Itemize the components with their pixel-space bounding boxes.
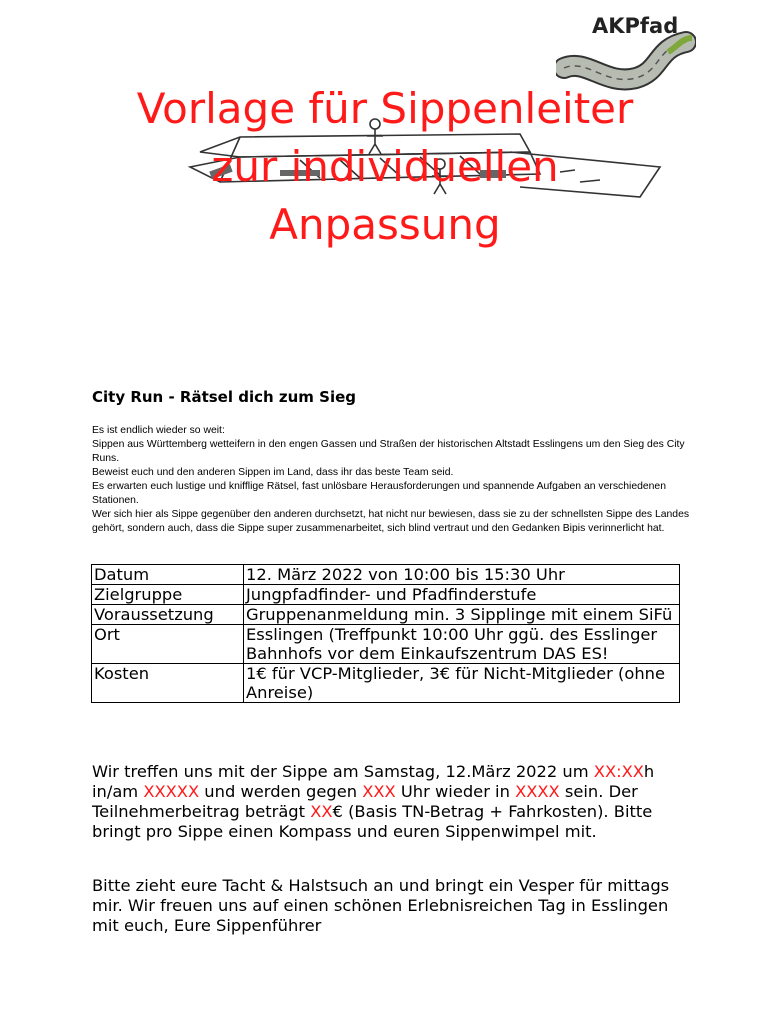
table-row: [92, 585, 680, 605]
title-line-2: zur individuellen: [211, 142, 559, 191]
table-value: Gruppenanmeldung min. 3 Sipplinge mit einem SiFü: [244, 605, 680, 625]
intro-text: [92, 424, 692, 536]
placeholder-time: XX:XX: [593, 762, 644, 781]
closing-paragraph: Bitte zieht eure Tacht & Halstsuch an und bringt ein Vesper für mittags mir. Wir freuen uns auf einen schönen Erlebnisreichen Tag in Esslingen mit euch, Eure Sippenführer: [92, 876, 670, 935]
title-line-3: Anpassung: [269, 200, 501, 249]
table-key: Kosten: [92, 664, 244, 703]
table-value: Jungpfadfinder- und Pfadfinderstufe: [244, 585, 680, 605]
title-line-1: Vorlage für Sippenleiter: [136, 84, 634, 133]
table-row: [92, 664, 680, 703]
table-key: Ort: [92, 625, 244, 664]
placeholder-return-time: XXX: [362, 782, 396, 801]
table-key: Datum: [92, 565, 244, 585]
table-row: [92, 625, 680, 664]
intro-line: Es erwarten euch lustige und knifflige Rätsel, fast unlösbare Herausforderungen und spannende Aufgaben an verschiedenen Stationen.: [92, 481, 666, 506]
section-heading: City Run - Rätsel dich zum Sieg: [92, 388, 356, 406]
page-title: [0, 80, 770, 254]
text-run: Uhr wieder in: [395, 782, 516, 801]
text-run: sein. Der Teilnehmerbeitrag beträgt: [92, 782, 638, 821]
table-row: [92, 605, 680, 625]
table-value: 1€ für VCP-Mitglieder, 3€ für Nicht-Mitglieder (ohne Anreise): [244, 664, 680, 703]
intro-line: Beweist euch und den anderen Sippen im Land, dass ihr das beste Team seid.: [92, 467, 454, 478]
text-run: h in/am: [92, 762, 655, 801]
intro-line: Sippen aus Württemberg wetteifern in den engen Gassen und Straßen der historischen Altstadt Esslingens um den Sieg des City Runs.: [92, 439, 685, 464]
text-run: Wir treffen uns mit der Sippe am Samstag, 12.März 2022 um: [92, 762, 594, 781]
table-value: Esslingen (Treffpunkt 10:00 Uhr ggü. des Esslinger Bahnhofs vor dem Einkaufszentrum DAS ES!: [244, 625, 680, 664]
table-row: [92, 565, 680, 585]
placeholder-place: XXXXX: [143, 782, 200, 801]
placeholder-return-place: XXXX: [515, 782, 560, 801]
table-value: 12. März 2022 von 10:00 bis 15:30 Uhr: [244, 565, 680, 585]
text-run: € (Basis TN-Betrag + Fahrkosten). Bitte bringt pro Sippe einen Kompass und euren Sippenwimpel mit.: [92, 802, 653, 841]
placeholder-fee: XX: [310, 802, 333, 821]
table-key: Zielgruppe: [92, 585, 244, 605]
intro-line: Es ist endlich wieder so weit:: [92, 425, 225, 436]
table-key: Voraussetzung: [92, 605, 244, 625]
text-run: und werden gegen: [199, 782, 363, 801]
intro-line: Wer sich hier als Sippe gegenüber den anderen durchsetzt, hat nicht nur bewiesen, dass sie zu der schnellsten Sippe des Landes gehört, sondern auch, dass die Sippe super zusammenarbeitet, sich blind vertraut und den Gedanken Bipis verinnerlicht hat.: [92, 509, 690, 534]
logo-text: AKPfad: [592, 14, 679, 38]
info-table: [91, 564, 680, 703]
meeting-paragraph: [92, 762, 692, 842]
